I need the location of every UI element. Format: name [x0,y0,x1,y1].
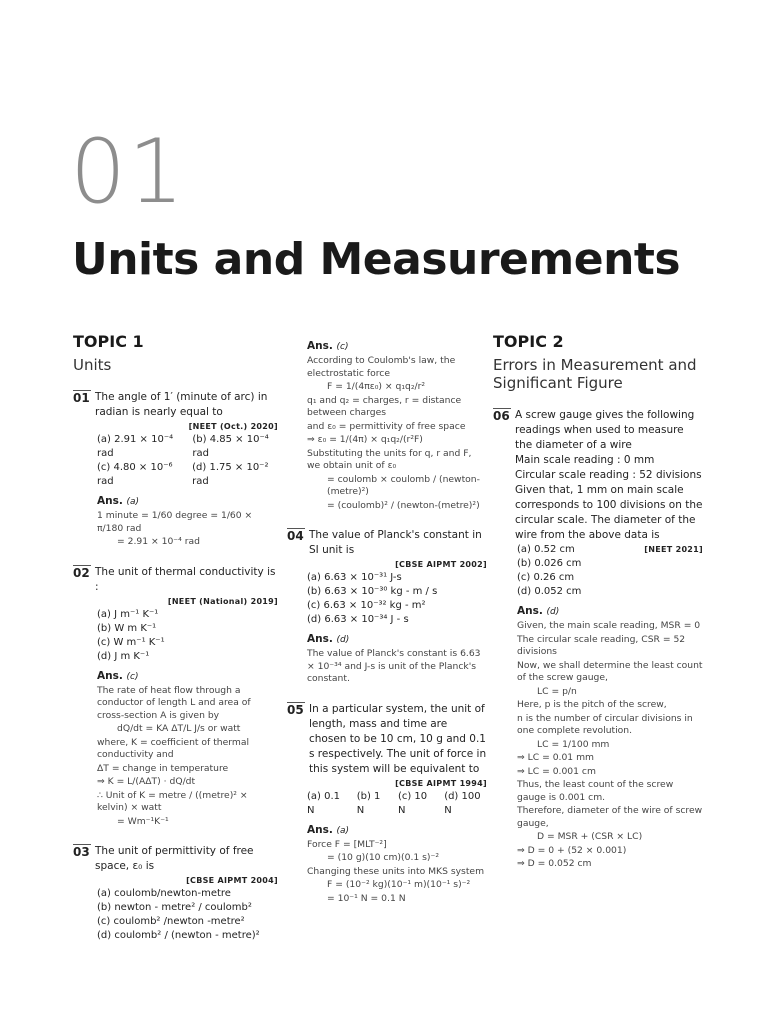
option-b: (b) newton - metre² / coulomb² [97,902,252,913]
answer: Ans. (a) [307,823,350,836]
option-d: (d) J m K⁻¹ [97,650,150,662]
column-1 [73,332,278,943]
answer: Ans. (a) [97,495,140,507]
solution: According to Coulomb's law, the electrostatic force F = 1/(4πε₀) × q₁q₂/r² q₁ and q₂ = charges, r = distance between charges and ε₀ = permittivity of free space ⇒ ε₀ = 1/(4π) × q₁q₂/(r²F) Substituting the units for q, r and F, we obtain unit of ε₀ = coulomb × coulomb / (newton-(metre)²) = (coulomb)² / (newton-(metre)²) [307,355,480,511]
question-text: The unit of permittivity of free space, ε₀ is [95,845,254,872]
question-number: 03 [73,844,91,874]
option-c: (c) W m⁻¹ K⁻¹ [97,636,165,648]
answer: Ans. (c) [97,669,139,682]
options [493,543,703,599]
question-source: [NEET (National) 2019] [167,596,278,606]
question-04 [287,528,487,558]
question-number: 06 [493,408,511,543]
chapter-title: Units and Measurements [72,234,681,285]
question-text: A screw gauge gives the following readings when used to measure the diameter of a wire Main scale reading : 0 mm Circular scale reading : 52 divisions Given that, 1 mm on main scale corresponds to 100 divisions on the circular scale. The diameter of the wire from the above data is [515,409,703,541]
question-source: [NEET 2021] [644,545,703,554]
option-d: (d) 6.63 × 10⁻³⁴ J - s [307,614,409,625]
options [287,571,487,627]
question-06 [493,408,703,543]
question-source: [CBSE AIPMT 1994] [395,778,487,788]
question-source: [CBSE AIPMT 2002] [395,560,487,569]
option-d: (d) 100 N [444,790,481,816]
option-a: (a) coulomb/newton-metre [97,888,231,899]
options [73,608,278,664]
option-d: (d) 0.052 cm [517,586,582,597]
question-03 [73,844,278,874]
topic-2-name: Errors in Measurement and Significant Figure [493,356,697,392]
question-number: 04 [287,528,305,558]
solution: The rate of heat flow through a conductor of length L and area of cross-section A is given by dQ/dt = KA ΔT/L J/s or watt where, K = coefficient of thermal conductivity and ΔT = change in temperature ⇒ K = L/(AΔT) · dQ/dt ∴ Unit of K = metre / ((metre)² × kelvin) × watt = Wm⁻¹K⁻¹ [97,684,251,827]
question-source: [CBSE AIPMT 2004] [186,876,278,885]
answer: Ans. (d) [517,605,560,617]
solution: The value of Planck's constant is 6.63 × 10⁻³⁴ and J-s is unit of the Planck's constant. [307,648,481,684]
option-a: (a) 0.1 N [307,790,341,816]
solution: Force F = [MLT⁻²] = (10 g)(10 cm)(0.1 s)⁻² Changing these units into MKS system F = (10⁻² kg)(10⁻¹ m)(10⁻¹ s)⁻² = 10⁻¹ N = 0.1 N [307,838,485,904]
option-a: (a) J m⁻¹ K⁻¹ [97,608,159,620]
question-05 [287,702,487,777]
topic-1-label: TOPIC 1 [73,332,144,351]
option-c: (c) coulomb² /newton -metre² [97,916,245,927]
option-a: (a) 6.63 × 10⁻³¹ J-s [307,572,402,583]
column-2 [287,340,487,905]
option-c: (c) 6.63 × 10⁻³² kg - m² [307,600,426,611]
question-01 [73,390,278,420]
option-b: (b) 0.026 cm [517,558,582,569]
option-a: (a) 0.52 cm [517,544,575,555]
option-b: (b) 6.63 × 10⁻³⁰ kg - m / s [307,586,438,597]
option-c: (c) 0.26 cm [517,572,575,583]
option-d: (d) 1.75 × 10⁻² rad [192,462,269,487]
chapter-number: 01 [70,120,186,223]
option-a: (a) 2.91 × 10⁻⁴ rad [97,434,174,459]
question-text: In a particular system, the unit of length, mass and time are chosen to be 10 cm, 10 g and 0.1 s respectively. The unit of force in this system will be equivalent to [309,702,487,775]
question-text: The unit of thermal conductivity is : [95,565,276,593]
column-3 [493,332,703,871]
question-source: [NEET (Oct.) 2020] [188,422,278,431]
question-text: The value of Planck's constant in SI unit is [309,529,482,556]
answer: Ans. (d) [307,633,350,645]
option-b: (b) W m K⁻¹ [97,622,157,634]
option-d: (d) coulomb² / (newton - metre)² [97,930,260,941]
options [73,433,278,489]
question-number: 05 [287,702,305,777]
solution: Given, the main scale reading, MSR = 0 The circular scale reading, CSR = 52 divisions Now, we shall determine the least count of the screw gauge, LC = p/n Here, p is the pitch of the screw, n is the number of circular divisions in one complete revolution. LC = 1/100 mm ⇒ LC = 0.01 mm ⇒ LC = 0.001 cm Thus, the least count of the screw gauge is 0.001 cm. Therefore, diameter of the wire of screw gauge, D = MSR + (CSR × LC) ⇒ D = 0 + (52 × 0.001) ⇒ D = 0.052 cm [517,620,703,869]
question-number: 01 [73,390,91,420]
options [287,790,487,818]
topic-2-label: TOPIC 2 [493,332,564,351]
topic-1-name: Units [73,356,112,374]
option-c: (c) 10 N [397,790,428,816]
question-02 [73,565,278,595]
question-number: 02 [73,565,91,595]
answer: Ans. (c) [307,340,349,352]
option-b: (b) 4.85 × 10⁻⁴ rad [192,434,269,459]
options [73,887,278,943]
option-c: (c) 4.80 × 10⁻⁶ rad [97,462,173,487]
question-text: The angle of 1′ (minute of arc) in radian is nearly equal to [95,391,268,418]
solution: 1 minute = 1/60 degree = 1/60 × π/180 rad = 2.91 × 10⁻⁴ rad [97,510,253,547]
option-b: (b) 1 N [356,790,381,816]
